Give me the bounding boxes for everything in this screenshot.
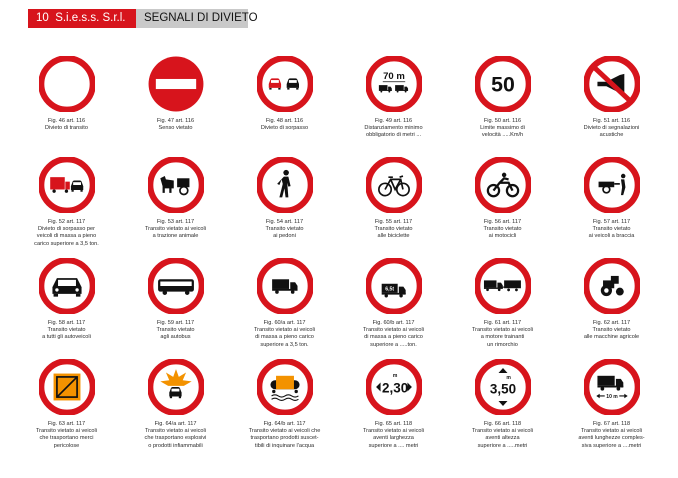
no-dangerous-goods-icon xyxy=(39,359,95,415)
caption-line: Transito vietato ai veicoli xyxy=(471,327,534,334)
no-water-pollutants-icon xyxy=(257,359,313,415)
height-limit-icon xyxy=(475,359,531,415)
sign-caption xyxy=(235,118,335,132)
sign-item xyxy=(230,258,339,359)
no-trucks-icon xyxy=(257,258,313,314)
sign-item xyxy=(121,56,230,157)
caption-line: Transito vietato ai veicoli xyxy=(362,428,425,435)
sign-item xyxy=(448,56,557,157)
caption-line: Transito vietato xyxy=(592,226,631,233)
caption-line: Fig. 50 art. 116 xyxy=(483,118,522,124)
caption-line: Distanziamento minimo xyxy=(364,125,423,132)
caption-line: trasportano prodotti suscet- xyxy=(250,435,319,442)
sign-item xyxy=(557,258,666,359)
caption-line: Fig. 54 art. 117 xyxy=(265,219,304,225)
caption-line: Transito vietato ai veicoli xyxy=(253,327,316,334)
caption-line: Fig. 59 art. 117 xyxy=(156,320,195,326)
sign-caption xyxy=(344,219,444,241)
caption-line: o prodotti infiammabili xyxy=(148,442,203,449)
no-overtaking-icon xyxy=(257,56,313,112)
caption-line: Transito vietato ai veicoli xyxy=(35,428,98,435)
caption-line: Fig. 65 art. 118 xyxy=(374,421,413,427)
caption-line: Fig. 64/b art. 117 xyxy=(263,421,306,427)
caption-line: Transito vietato xyxy=(265,226,304,233)
caption-line: superiore a .....metri xyxy=(477,442,528,449)
sign-item xyxy=(448,359,557,460)
caption-line: superiore a .....ton. xyxy=(370,341,417,348)
sign-item xyxy=(12,258,121,359)
sign-item xyxy=(448,157,557,258)
caption-line: Divieto di sorpasso per xyxy=(38,226,95,233)
svg-text:2,30: 2,30 xyxy=(381,380,408,396)
caption-line: Fig. 56 art. 117 xyxy=(483,219,522,225)
caption-line: alle macchine agricole xyxy=(583,334,640,341)
sign-item xyxy=(121,359,230,460)
sign-item xyxy=(12,56,121,157)
caption-line: Divieto di segnalazioni xyxy=(583,125,640,132)
caption-line: Fig. 58 art. 117 xyxy=(47,320,86,326)
sign-caption xyxy=(562,421,662,450)
sign-item xyxy=(339,359,448,460)
caption-line: superiore a .... metri xyxy=(368,442,419,449)
no-pedestrians-icon xyxy=(257,157,313,213)
weight-limit-icon xyxy=(366,258,422,314)
sign-item xyxy=(230,56,339,157)
caption-line: agli autobus xyxy=(160,334,191,341)
caption-line: Fig. 60/a art. 117 xyxy=(263,320,306,326)
caption-line: Fig. 53 art. 117 xyxy=(156,219,195,225)
sign-item xyxy=(230,359,339,460)
caption-line: Fig. 62 art. 117 xyxy=(592,320,631,326)
header-number: 10 xyxy=(36,12,49,24)
caption-line: carico superiore a 3,5 ton. xyxy=(34,240,99,247)
caption-line: tibili di inquinare l'acqua xyxy=(254,442,315,449)
caption-line: Fig. 60/b art. 117 xyxy=(372,320,415,326)
no-motor-vehicles-icon xyxy=(39,258,95,314)
no-animal-drawn-icon xyxy=(148,157,204,213)
no-buses-icon xyxy=(148,258,204,314)
svg-text:6,5t: 6,5t xyxy=(384,286,394,293)
caption-line: Fig. 67 art. 118 xyxy=(592,421,631,427)
no-motorcycles-icon xyxy=(475,157,531,213)
caption-line: Transito vietato ai veicoli xyxy=(362,327,425,334)
caption-line: veicoli di massa a pieno xyxy=(36,233,97,240)
page-header xyxy=(28,9,258,28)
caption-line: Transito vietato ai veicoli xyxy=(580,428,643,435)
sign-caption xyxy=(562,219,662,241)
sign-caption xyxy=(344,320,444,349)
svg-text:m: m xyxy=(505,375,511,382)
caption-line: Limite massimo di xyxy=(480,125,525,132)
sign-caption xyxy=(126,421,226,450)
caption-line: Transito vietato xyxy=(374,226,413,233)
sign-item xyxy=(557,359,666,460)
caption-line: Fig. 57 art. 117 xyxy=(592,219,631,225)
sign-caption xyxy=(453,421,553,450)
caption-line: che trasportano merci xyxy=(39,435,94,442)
sign-caption xyxy=(235,219,335,241)
caption-line: Transito vietato xyxy=(47,327,86,334)
caption-line: a trazione animale xyxy=(152,233,199,240)
caption-line: siva superiore a ....metri xyxy=(581,442,642,449)
caption-line: Fig. 47 art. 116 xyxy=(156,118,195,124)
caption-line: Fig. 61 art. 117 xyxy=(483,320,522,326)
caption-line: Fig. 66 art. 118 xyxy=(483,421,522,427)
caption-line: aventi lunghezze comples- xyxy=(578,435,645,442)
sign-caption xyxy=(17,118,117,132)
caption-line: Transito vietato ai veicoli che xyxy=(248,428,321,435)
sign-item xyxy=(230,157,339,258)
sign-caption xyxy=(562,118,662,140)
caption-line: pericolose xyxy=(53,442,80,449)
svg-text:70 m: 70 m xyxy=(382,70,405,82)
no-bicycles-icon xyxy=(366,157,422,213)
no-tractors-icon xyxy=(584,258,640,314)
caption-line: Fig. 49 art. 116 xyxy=(374,118,413,124)
caption-line: Fig. 48 art. 116 xyxy=(265,118,304,124)
caption-line: un rimorchio xyxy=(487,341,518,348)
sign-caption xyxy=(344,421,444,450)
sign-caption xyxy=(344,118,444,140)
caption-line: aventi altezza xyxy=(485,435,520,442)
sign-item xyxy=(12,359,121,460)
caption-line: alle biciclette xyxy=(377,233,410,240)
caption-line: Transito vietato xyxy=(483,226,522,233)
sign-caption xyxy=(126,118,226,132)
sign-caption xyxy=(453,118,553,140)
no-entry-icon xyxy=(148,56,204,112)
sign-caption xyxy=(562,320,662,342)
sign-item xyxy=(121,157,230,258)
caption-line: Transito vietato ai veicoli xyxy=(471,428,534,435)
svg-text:3,50: 3,50 xyxy=(489,381,516,397)
length-limit-icon xyxy=(584,359,640,415)
caption-line: ai motocicli xyxy=(488,233,517,240)
sign-item xyxy=(12,157,121,258)
no-vehicles-icon xyxy=(39,56,95,112)
svg-text:50: 50 xyxy=(490,72,515,97)
signs-grid xyxy=(12,56,666,460)
caption-line: a motore trainanti xyxy=(480,334,525,341)
no-trailers-icon xyxy=(475,258,531,314)
minimum-distance-icon xyxy=(366,56,422,112)
sign-caption xyxy=(17,219,117,248)
caption-line: Fig. 52 art. 117 xyxy=(47,219,86,225)
sign-caption xyxy=(17,421,117,450)
width-limit-icon xyxy=(366,359,422,415)
no-handcarts-icon xyxy=(584,157,640,213)
no-truck-overtaking-icon xyxy=(39,157,95,213)
caption-line: Fig. 46 art. 116 xyxy=(47,118,86,124)
caption-line: Transito vietato xyxy=(156,327,195,334)
caption-line: Fig. 55 art. 117 xyxy=(374,219,413,225)
caption-line: di massa a pieno carico xyxy=(364,334,423,341)
caption-line: ai veicoli a braccia xyxy=(588,233,635,240)
page-title: SEGNALI DI DIVIETO xyxy=(136,9,248,28)
caption-line: Transito vietato ai veicoli xyxy=(144,428,207,435)
sign-caption xyxy=(453,219,553,241)
caption-line: Transito vietato xyxy=(592,327,631,334)
caption-line: Fig. 64/a art. 117 xyxy=(154,421,197,427)
caption-line: Transito vietato ai veicoli xyxy=(144,226,207,233)
caption-line: Senso vietato xyxy=(158,125,193,132)
header-company-badge xyxy=(28,9,136,28)
sign-item xyxy=(121,258,230,359)
sign-item xyxy=(339,56,448,157)
caption-line: superiore a 3,5 ton. xyxy=(260,341,309,348)
sign-caption xyxy=(235,421,335,450)
header-company: S.i.e.s.s. S.r.l. xyxy=(55,12,126,24)
caption-line: che trasportano esplosivi xyxy=(144,435,207,442)
sign-item xyxy=(557,157,666,258)
caption-line: di massa a pieno carico xyxy=(255,334,314,341)
caption-line: Divieto di transito xyxy=(45,125,88,132)
svg-text:10 m: 10 m xyxy=(605,394,618,401)
caption-line: acustiche xyxy=(599,132,624,139)
caption-line: ai pedoni xyxy=(273,233,296,240)
sign-caption xyxy=(453,320,553,349)
sign-item xyxy=(557,56,666,157)
caption-line: aventi larghezza xyxy=(373,435,414,442)
caption-line: Fig. 63 art. 117 xyxy=(47,421,86,427)
svg-text:m: m xyxy=(392,372,397,379)
sign-caption xyxy=(235,320,335,349)
sign-item xyxy=(339,157,448,258)
sign-caption xyxy=(126,320,226,342)
no-horn-icon xyxy=(584,56,640,112)
caption-line: velocità .....Km/h xyxy=(481,132,524,139)
caption-line: obbligatorio di metri ... xyxy=(365,132,422,139)
speed-limit-icon xyxy=(475,56,531,112)
no-explosives-icon xyxy=(148,359,204,415)
caption-line: Divieto di sorpasso xyxy=(260,125,309,132)
sign-item xyxy=(448,258,557,359)
caption-line: a tutti gli autoveicoli xyxy=(42,334,91,341)
sign-caption xyxy=(126,219,226,241)
caption-line: Fig. 51 art. 116 xyxy=(592,118,631,124)
sign-caption xyxy=(17,320,117,342)
sign-item xyxy=(339,258,448,359)
